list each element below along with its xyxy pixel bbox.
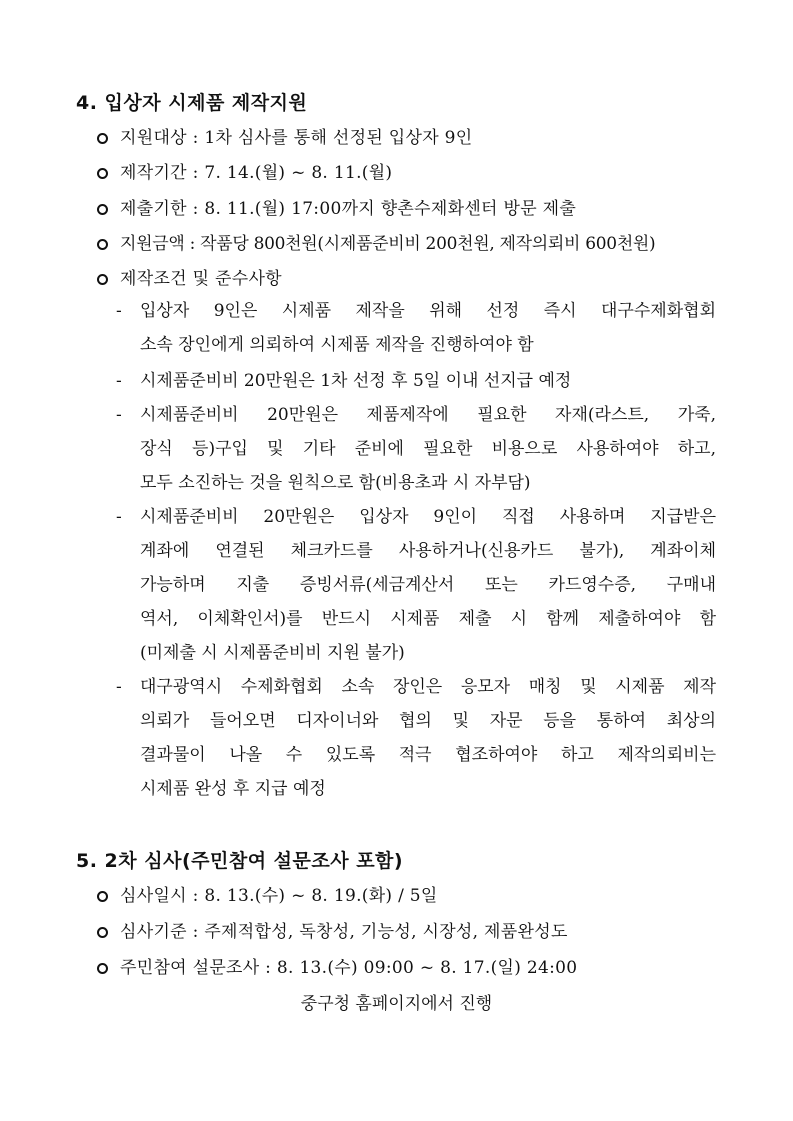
bullet-review-criteria [97,917,568,942]
bullet-support-target [97,123,472,148]
bullet-text: 지원대상 : 1차 심사를 통해 선정된 입상자 9인 [120,128,473,148]
bullet-text: 심사기준 : 주제적합성, 독창성, 기능성, 시장성, 제품완성도 [120,922,568,942]
bullet-review-dates [97,881,438,906]
condition-item [116,364,716,398]
circle-bullet-icon [97,204,108,215]
bullet-resident-survey [97,953,577,978]
item-line: 시제품준비비 20만원은 제품제작에 필요한 자재(라스트, 가죽, [140,405,716,425]
condition-item [116,500,716,670]
item-line: 모두 소진하는 것을 원칙으로 함(비용초과 시 자부담) [140,473,531,493]
section-5-heading: 5. 2차 심사(주민참여 설문조사 포함) [76,850,404,872]
circle-bullet-icon [97,274,108,285]
bullet-production-period [97,158,392,183]
bullet-conditions [97,264,282,289]
bullet-text: 지원금액 : 작품당 800천원(시제품준비비 200천원, 제작의뢰비 600천원) [120,234,656,254]
bullet-support-amount [97,229,655,254]
item-line: (미제출 시 시제품준비비 지원 불가) [140,643,405,663]
circle-bullet-icon [97,891,108,902]
item-line: 의뢰가 들어오면 디자이너와 협의 및 자문 등을 통하여 최상의 [140,711,716,731]
bullet-text: 제출기한 : 8. 11.(월) 17:00까지 향촌수제화센터 방문 제출 [120,199,577,219]
item-line: 계좌에 연결된 체크카드를 사용하거나(신용카드 불가), 계좌이체 [140,541,716,561]
condition-item [116,294,716,362]
item-line: 대구광역시 수제화협회 소속 장인은 응모자 매칭 및 시제품 제작 [140,677,716,697]
dash-mark: - [116,677,122,697]
bullet-text: 제작기간 : 7. 14.(월) ~ 8. 11.(월) [120,163,393,183]
circle-bullet-icon [97,927,108,938]
dash-mark: - [116,371,122,391]
item-line: 입상자 9인은 시제품 제작을 위해 선정 즉시 대구수제화협회 [140,301,716,321]
circle-bullet-icon [97,133,108,144]
condition-item [116,398,716,500]
item-line: 소속 장인에게 의뢰하여 시제품 제작을 진행하여야 함 [140,335,534,355]
item-line: 시제품준비비 20만원은 1차 선정 후 5일 이내 선지급 예정 [140,371,572,391]
dash-mark: - [116,507,122,527]
circle-bullet-icon [97,239,108,250]
item-line: 시제품 완성 후 지급 예정 [140,779,326,799]
item-line: 역서, 이체확인서)를 반드시 시제품 제출 시 함께 제출하여야 함 [140,609,716,629]
survey-note: 중구청 홈페이지에서 진행 [300,994,493,1014]
dash-mark: - [116,301,122,321]
bullet-submission-deadline [97,194,576,219]
item-line: 결과물이 나올 수 있도록 적극 협조하여야 하고 제작의뢰비는 [140,745,716,765]
item-line: 장식 등)구입 및 기타 준비에 필요한 비용으로 사용하여야 하고, [140,439,716,459]
bullet-text: 주민참여 설문조사 : 8. 13.(수) 09:00 ~ 8. 17.(일) 24:00 [120,958,578,978]
bullet-text: 심사일시 : 8. 13.(수) ~ 8. 19.(화) / 5일 [120,886,438,906]
section-4-heading: 4. 입상자 시제품 제작지원 [76,92,308,114]
item-line: 시제품준비비 20만원은 입상자 9인이 직접 사용하며 지급받은 [140,507,716,527]
dash-mark: - [116,405,122,425]
bullet-text: 제작조건 및 준수사항 [120,269,282,289]
item-line: 가능하며 지출 증빙서류(세금계산서 또는 카드영수증, 구매내 [140,575,716,595]
circle-bullet-icon [97,963,108,974]
circle-bullet-icon [97,168,108,179]
condition-item [116,670,716,806]
